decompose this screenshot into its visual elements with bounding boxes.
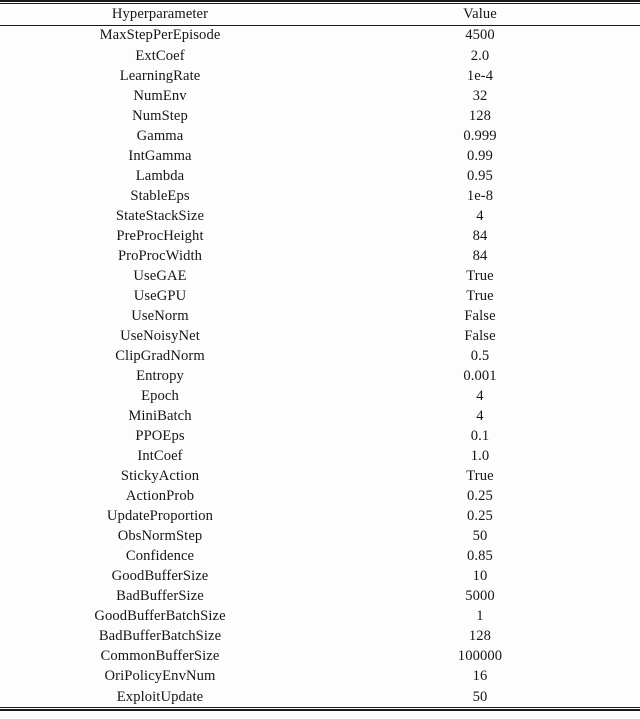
value-cell: 0.1 — [470, 428, 490, 445]
table-row — [0, 126, 640, 146]
value-cell: 1 — [476, 608, 484, 625]
value-cell: 128 — [468, 107, 492, 124]
value-cell: False — [464, 327, 496, 344]
param-cell: GoodBufferBatchSize — [94, 608, 226, 625]
table-row — [0, 486, 640, 506]
value-cell: 0.001 — [463, 368, 497, 385]
table-row — [0, 446, 640, 466]
param-cell: Confidence — [125, 548, 195, 565]
table-row — [0, 106, 640, 126]
param-cell: UpdateProportion — [106, 508, 214, 525]
param-cell: Entropy — [136, 368, 184, 385]
value-cell: 0.85 — [467, 548, 493, 565]
value-cell: 0.25 — [467, 508, 493, 525]
value-cell: 2.0 — [470, 47, 490, 64]
param-cell: ClipGradNorm — [115, 347, 205, 364]
table-row — [0, 466, 640, 486]
param-cell: IntGamma — [128, 147, 192, 164]
table-row — [0, 246, 640, 266]
value-cell: 0.95 — [467, 167, 493, 184]
param-cell: UseGAE — [133, 267, 187, 284]
param-cell: UseNoisyNet — [120, 327, 200, 344]
value-cell: 4 — [476, 207, 484, 224]
value-cell: False — [464, 307, 496, 324]
table-row — [0, 166, 640, 186]
table-row — [0, 346, 640, 366]
table-row — [0, 426, 640, 446]
table-row — [0, 527, 640, 547]
value-cell: 4500 — [465, 27, 495, 44]
value-cell: 0.99 — [467, 147, 493, 164]
value-cell: 50 — [472, 688, 488, 705]
table-row — [0, 206, 640, 226]
value-cell: 128 — [468, 628, 492, 645]
table-body — [0, 26, 640, 707]
value-cell: 50 — [472, 528, 488, 545]
value-cell: 10 — [472, 568, 488, 585]
value-cell: 1e-8 — [466, 187, 494, 204]
param-cell: Epoch — [141, 388, 179, 405]
param-cell: CommonBufferSize — [100, 648, 220, 665]
table-row — [0, 366, 640, 386]
table-row — [0, 507, 640, 527]
table-row — [0, 667, 640, 687]
value-cell: True — [466, 468, 494, 485]
param-cell: UseNorm — [131, 307, 189, 324]
table-row — [0, 547, 640, 567]
value-cell: 16 — [472, 668, 488, 685]
table-row — [0, 687, 640, 707]
table-row — [0, 567, 640, 587]
value-cell: 4 — [476, 408, 484, 425]
param-cell: ExploitUpdate — [116, 688, 204, 705]
param-cell: ProProcWidth — [117, 247, 203, 264]
param-cell: Lambda — [135, 167, 185, 184]
table-row — [0, 286, 640, 306]
param-cell: PPOEps — [135, 428, 185, 445]
table-row — [0, 26, 640, 46]
param-cell: StickyAction — [120, 468, 200, 485]
table-header-row — [0, 4, 640, 25]
table-row — [0, 146, 640, 166]
bottom-margin — [0, 711, 640, 716]
value-cell: True — [466, 287, 494, 304]
value-cell: 1e-4 — [466, 67, 494, 84]
value-cell: 5000 — [465, 588, 495, 605]
param-cell: LearningRate — [119, 67, 201, 84]
table-row — [0, 326, 640, 346]
param-cell: StateStackSize — [115, 207, 205, 224]
table-row — [0, 186, 640, 206]
param-cell: MiniBatch — [128, 408, 192, 425]
table-row — [0, 86, 640, 106]
value-cell: 0.999 — [463, 127, 497, 144]
param-cell: NumStep — [132, 107, 188, 124]
table-row — [0, 266, 640, 286]
param-cell: Gamma — [136, 127, 184, 144]
value-cell: 100000 — [457, 648, 503, 665]
table-row — [0, 386, 640, 406]
param-cell: MaxStepPerEpisode — [99, 27, 221, 44]
table-row — [0, 627, 640, 647]
param-cell: OriPolicyEnvNum — [104, 668, 216, 685]
table-row — [0, 226, 640, 246]
table-row — [0, 46, 640, 66]
param-cell: BadBufferSize — [116, 588, 204, 605]
param-cell: BadBufferBatchSize — [98, 628, 222, 645]
value-cell: 32 — [472, 87, 488, 104]
table-row — [0, 66, 640, 86]
param-cell: UseGPU — [133, 287, 187, 304]
value-cell: 84 — [472, 247, 488, 264]
column-header-hyperparameter: Hyperparameter — [111, 6, 209, 23]
table-row — [0, 587, 640, 607]
column-header-value: Value — [463, 6, 497, 23]
value-cell: 0.5 — [470, 347, 490, 364]
param-cell: StableEps — [130, 187, 190, 204]
table-row — [0, 406, 640, 426]
value-cell: 84 — [472, 227, 488, 244]
param-cell: ObsNormStep — [117, 528, 203, 545]
param-cell: ActionProb — [125, 488, 195, 505]
param-cell: PreProcHeight — [116, 227, 204, 244]
value-cell: 1.0 — [470, 448, 490, 465]
value-cell: 0.25 — [467, 488, 493, 505]
value-cell: True — [466, 267, 494, 284]
param-cell: IntCoef — [137, 448, 183, 465]
table-row — [0, 306, 640, 326]
table-row — [0, 647, 640, 667]
param-cell: ExtCoef — [135, 47, 185, 64]
param-cell: GoodBufferSize — [111, 568, 209, 585]
table-row — [0, 607, 640, 627]
value-cell: 4 — [476, 388, 484, 405]
param-cell: NumEnv — [133, 87, 187, 104]
